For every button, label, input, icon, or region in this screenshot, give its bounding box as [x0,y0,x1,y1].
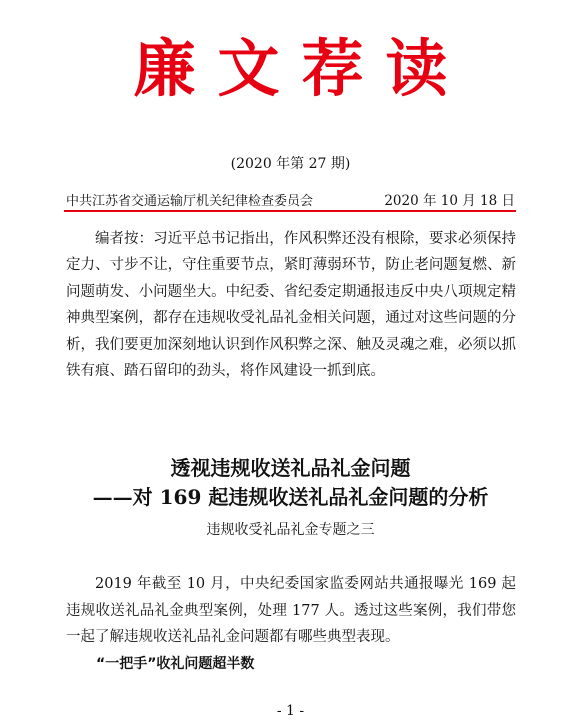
article-subtitle: 违规收受礼品礼金专题之三 [206,522,375,538]
article-title-line-2: ——对 169 起违规收送礼品礼金问题的分析 [92,485,489,509]
issuing-organization: 中共江苏省交通运输厅机关纪律检查委员会 [66,194,314,209]
article-body-paragraph: 2019 年截至 10 月，中央纪委国家监委网站共通报曝光 169 起违规收送礼品礼金典型案例，处理 177 人。透过这些案例，我们带您一起了解违规收送礼品礼金问题都有哪些典型表现。 [66,576,516,645]
issue-date: 2020 年 10 月 18 日 [384,193,515,209]
editor-note-paragraph: 编者按：习近平总书记指出，作风积弊还没有根除，要求必须保持定力、寸步不让，守住重要节点，紧盯薄弱环节，防止老问题复燃、新问题萌发、小问题坐大。中纪委、省纪委定期通报违反中央八项规定精神典型案例，都存在违规收受礼品礼金相关问题，通过对这些问题的分析，我们要更加深刻地认识到作风积弊之深、触及灵魂之难，必须以抓铁有痕、踏石留印的劲头，将作风建设一抓到底。 [66,231,516,380]
issue-number: (2020 年第 27 期) [230,156,351,172]
article-title: 透视违规收送礼品礼金问题 [170,456,411,480]
masthead-title: 廉文荐读 [133,32,470,105]
red-divider-line [64,210,516,212]
page-number: - 1 - [276,703,305,719]
info-bar [66,189,515,209]
section-heading: “一把手”收礼问题超半数 [96,656,255,672]
